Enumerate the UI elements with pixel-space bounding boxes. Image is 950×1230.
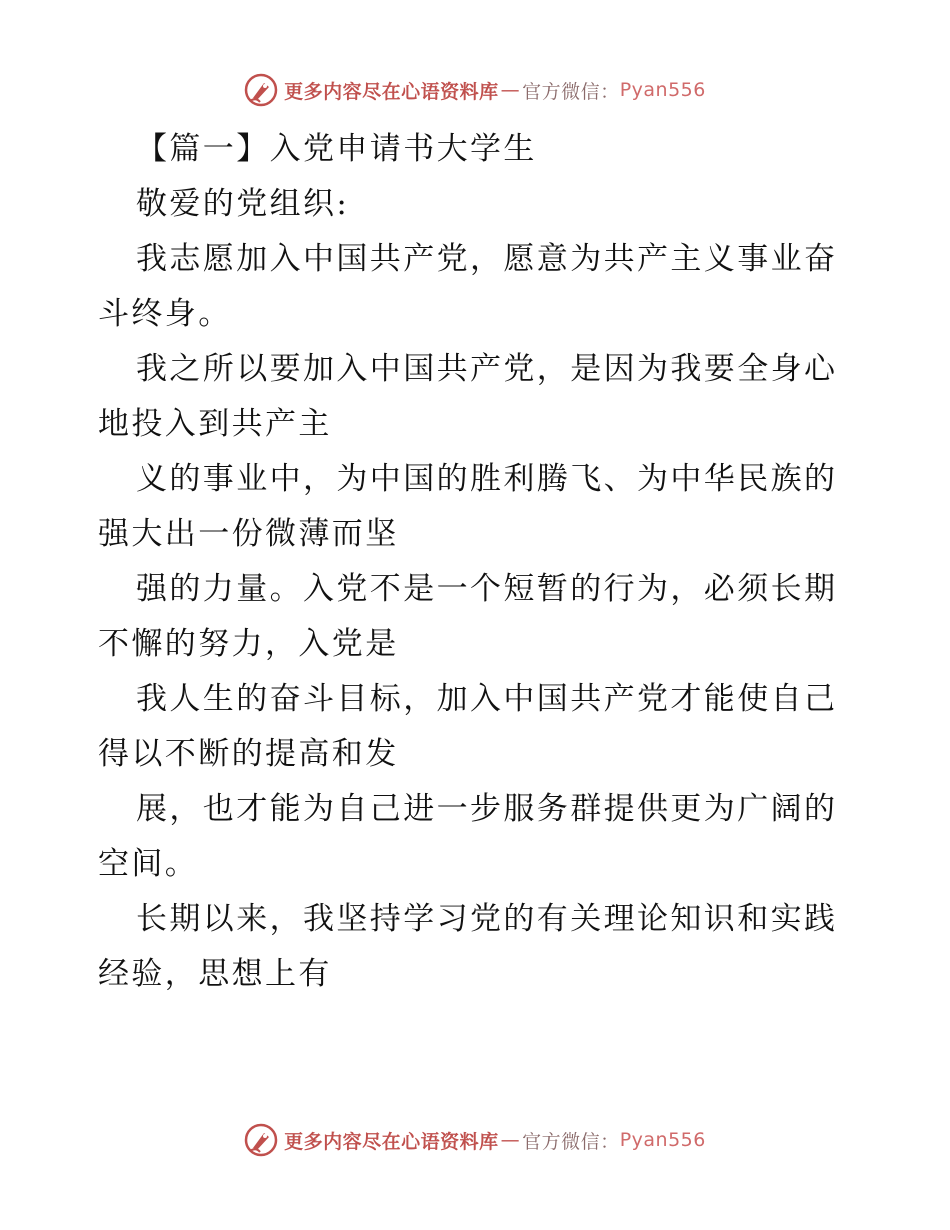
paragraph-line: 经验，思想上有 xyxy=(98,956,332,992)
watermark-official-label: 官方微信： xyxy=(522,1130,620,1153)
document-body xyxy=(98,122,858,1002)
watermark-official-label: 官方微信： xyxy=(522,80,620,103)
watermark-wechat-id: Pyan556 xyxy=(619,79,706,101)
paragraph-line: 斗终身。 xyxy=(98,296,232,332)
pen-nib-seal-icon xyxy=(244,73,278,107)
paragraph-line: 长期以来，我坚持学习党的有关理论知识和实践 xyxy=(136,901,838,937)
paragraph-line: 我志愿加入中国共产党，愿意为共产主义事业奋 xyxy=(136,241,838,277)
paragraph-line: 强的力量。入党不是一个短暂的行为，必须长期 xyxy=(136,571,838,607)
document-title: 【篇一】入党申请书大学生 xyxy=(136,131,537,167)
watermark-separator: — xyxy=(500,79,521,101)
paragraph-line: 不懈的努力，入党是 xyxy=(98,626,399,662)
watermark-wechat-id: Pyan556 xyxy=(619,1129,706,1151)
paragraph-line: 强大出一份微薄而坚 xyxy=(98,516,399,552)
paragraph-line: 我人生的奋斗目标，加入中国共产党才能使自己 xyxy=(136,681,838,717)
paragraph-line: 得以不断的提高和发 xyxy=(98,736,399,772)
watermark-main-text: 更多内容尽在心语资料库 xyxy=(284,80,499,103)
footer-watermark xyxy=(0,1120,950,1160)
paragraph-line: 空间。 xyxy=(98,846,199,882)
paragraph-line: 义的事业中，为中国的胜利腾飞、为中华民族的 xyxy=(136,461,838,497)
paragraph-line: 地投入到共产主 xyxy=(98,406,332,442)
paragraph-line: 展，也才能为自己进一步服务群提供更为广阔的 xyxy=(136,791,838,827)
salutation: 敬爱的党组织: xyxy=(136,186,350,222)
paragraph-line: 我之所以要加入中国共产党，是因为我要全身心 xyxy=(136,351,838,387)
watermark-main-text: 更多内容尽在心语资料库 xyxy=(284,1130,499,1153)
watermark-separator: — xyxy=(500,1129,521,1151)
body-text xyxy=(98,232,858,1002)
pen-nib-seal-icon xyxy=(244,1123,278,1157)
header-watermark xyxy=(0,70,950,110)
